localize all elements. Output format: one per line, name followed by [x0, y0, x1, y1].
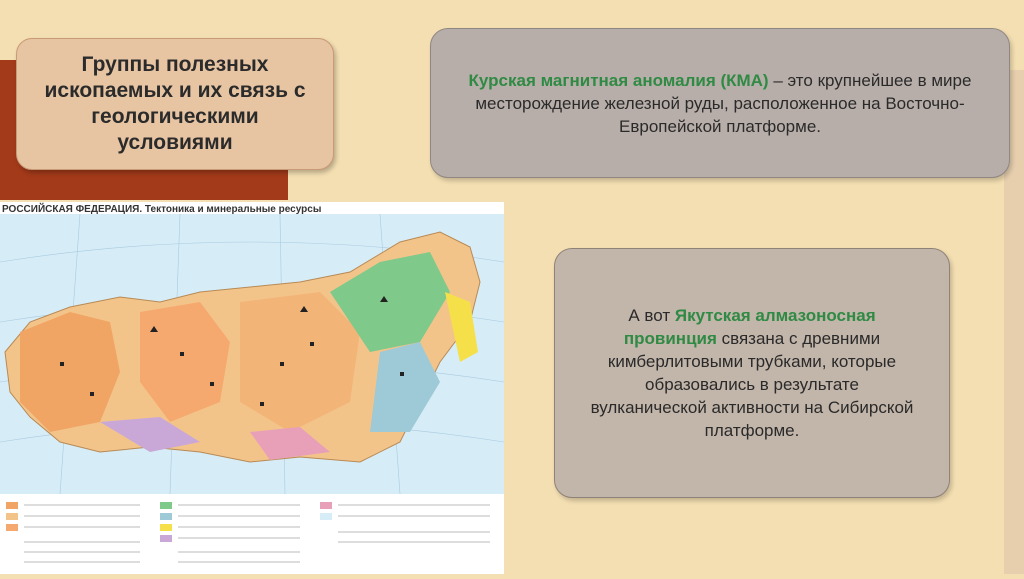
kma-text: – это крупнейшее в мире месторождение железной руды, расположенное на Восточно-Европейской платформе.: [475, 70, 972, 136]
tectonic-map: [0, 202, 504, 574]
yakut-prefix: А вот: [628, 306, 675, 325]
kma-highlight: Курская магнитная аномалия (КМА): [468, 70, 769, 90]
title-box: [16, 38, 334, 170]
yakut-text: связана с древними кимберлитовыми трубками, которые образовались в результате вулканической активности на Сибирской платформе.: [590, 329, 914, 440]
yakut-info-box: [554, 248, 950, 498]
kma-info-box: [430, 28, 1010, 178]
map-illustration: [0, 202, 504, 574]
yakut-paragraph: [555, 304, 949, 442]
kma-paragraph: [431, 69, 1009, 138]
map-title: РОССИЙСКАЯ ФЕДЕРАЦИЯ. Тектоника и минеральные ресурсы: [2, 204, 322, 215]
yakut-highlight: Якутская алмазоносная провинция: [623, 306, 876, 348]
slide-title: Группы полезных ископаемых и их связь с геологическими условиями: [44, 53, 306, 154]
